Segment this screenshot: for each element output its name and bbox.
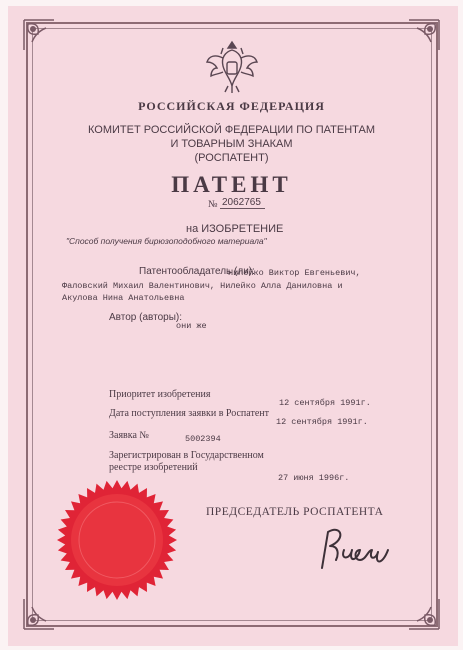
registered-date: 27 июня 1996г. bbox=[278, 473, 350, 483]
holder-line-1: Нилейко Виктор Евгеньевич, bbox=[228, 268, 361, 278]
committee-line-1: КОМИТЕТ РОССИЙСКОЙ ФЕДЕРАЦИИ ПО ПАТЕНТАМ bbox=[87, 124, 376, 136]
holder-line-3: Акулова Нина Анатольевна bbox=[62, 293, 185, 303]
priority-value: 12 сентября 1991г. bbox=[279, 398, 371, 408]
application-number: 5002394 bbox=[185, 434, 221, 444]
committee-line-2: И ТОВАРНЫМ ЗНАКАМ bbox=[170, 138, 293, 150]
author-value: они же bbox=[176, 321, 207, 331]
priority-label: Приоритет изобретения bbox=[109, 389, 211, 400]
country-name: РОССИЙСКАЯ ФЕДЕРАЦИЯ bbox=[138, 99, 325, 113]
registered-label-line-1: Зарегистрирован в Государственном bbox=[109, 450, 264, 461]
invention-name: "Способ получения бирюзоподобного материала" bbox=[66, 236, 267, 246]
corner-ornament-bottom-right bbox=[407, 597, 441, 631]
filing-date-value: 12 сентября 1991г. bbox=[276, 417, 368, 427]
corner-ornament-bottom-left bbox=[22, 597, 56, 631]
corner-ornament-top-right bbox=[407, 18, 441, 52]
filing-date-label: Дата поступления заявки в Роспатент bbox=[109, 408, 269, 419]
patent-title: ПАТЕНТ bbox=[171, 172, 292, 197]
registered-label-line-2: реестре изобретений bbox=[109, 462, 198, 473]
corner-ornament-top-left bbox=[22, 18, 56, 52]
holder-line-2: Фаловский Михаил Валентинович, Нилейко Алла Даниловна и bbox=[62, 281, 343, 291]
invention-type-label: на ИЗОБРЕТЕНИЕ bbox=[186, 223, 284, 235]
chairman-title: ПРЕДСЕДАТЕЛЬ РОСПАТЕНТА bbox=[206, 506, 384, 518]
patent-number: 2062765 bbox=[220, 197, 265, 209]
coat-of-arms-emblem bbox=[203, 38, 261, 96]
patent-number-prefix: № bbox=[208, 199, 218, 210]
application-label: Заявка № bbox=[109, 430, 149, 441]
holder-label: Патентообладатель (ли): bbox=[139, 266, 255, 277]
committee-line-3: (РОСПАТЕНТ) bbox=[194, 152, 269, 164]
author-label: Автор (авторы): bbox=[109, 312, 183, 323]
svg-text:Расс: Расс bbox=[312, 520, 314, 521]
red-seal bbox=[56, 479, 178, 601]
chairman-signature bbox=[312, 520, 392, 578]
